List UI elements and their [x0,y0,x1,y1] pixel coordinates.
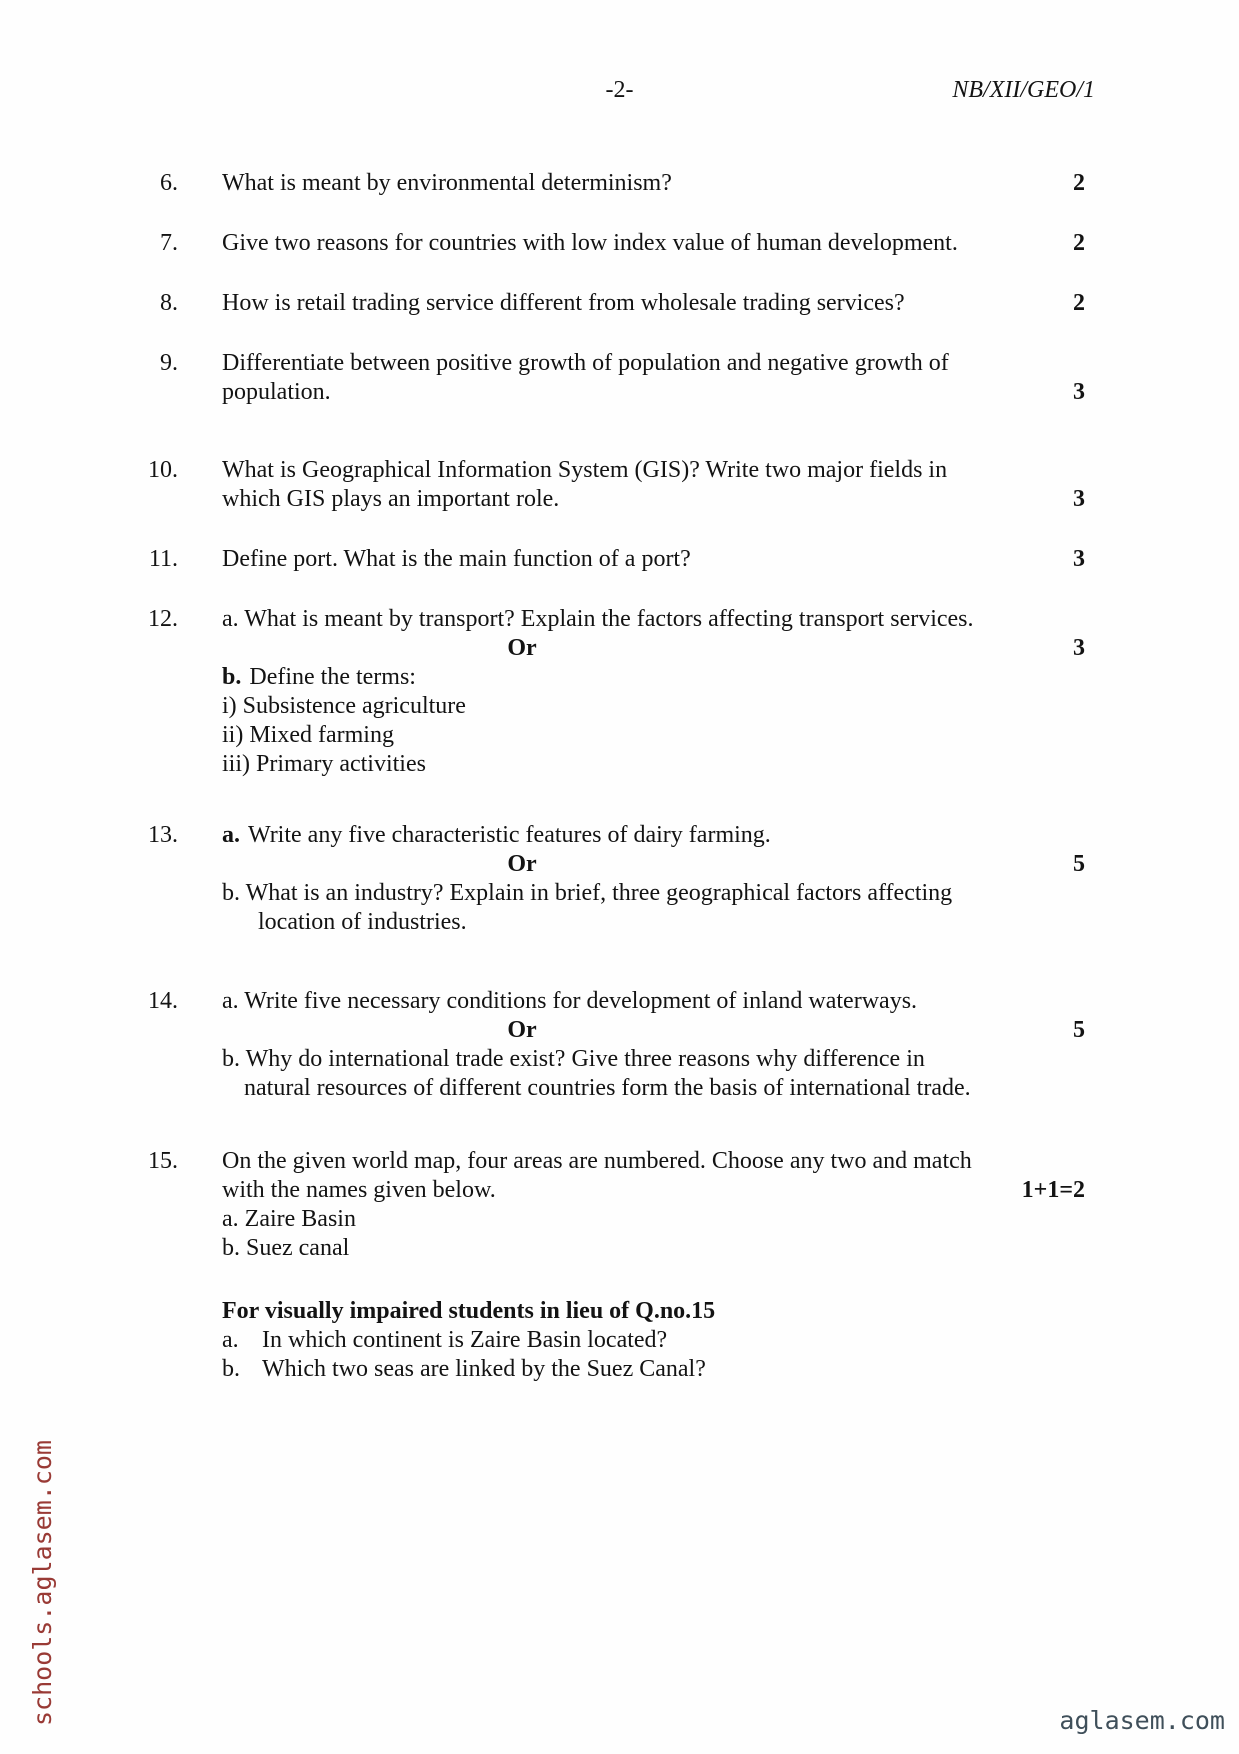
question-11-content [222,545,1085,574]
question-15 [140,1147,1239,1263]
question-10-line2: which GIS plays an important role. [222,486,560,512]
or-label: Or [507,635,537,661]
question-7-marks: 2 [1073,230,1085,256]
question-14-number: 14. [148,988,178,1014]
question-12-or-row [222,634,1085,663]
question-7 [140,229,1239,258]
question-14 [140,987,1239,1103]
page-number: -2- [605,77,634,103]
question-8-line [222,289,1085,318]
question-7-number: 7. [160,230,178,256]
question-10 [140,456,1239,514]
question-14-part-b-line1: b. Why do international trade exist? Give three reasons why difference in [222,1046,925,1072]
question-12-item-ii: ii) Mixed farming [222,722,394,748]
question-12-content [222,605,1085,779]
question-15-line1: On the given world map, four areas are numbered. Choose any two and match [222,1148,972,1174]
question-12-number: 12. [148,606,178,632]
question-9-marks: 3 [1073,379,1085,405]
question-10-line2-row [222,485,1085,514]
question-9-content [222,349,1085,407]
visually-impaired-heading: For visually impaired students in lieu of Q.no.15 [222,1298,716,1324]
questions-section [0,169,1239,1384]
visually-impaired-option-a-label: a. [222,1327,239,1353]
question-8-number: 8. [160,290,178,316]
question-11-text: Define port. What is the main function of a port? [222,546,691,572]
watermark-left-vertical: schools.aglasem.com [28,1440,57,1726]
question-15-option-b: b. Suez canal [222,1235,350,1261]
question-9-line2: population. [222,379,331,405]
question-7-text: Give two reasons for countries with low index value of human development. [222,230,958,256]
watermark-bottom-right: aglasem.com [1059,1706,1225,1735]
question-11 [140,545,1239,574]
question-10-line1: What is Geographical Information System (GIS)? Write two major fields in [222,457,948,483]
visually-impaired-number-spacer [140,1297,178,1384]
question-9-line1: Differentiate between positive growth of population and negative growth of [222,350,949,376]
question-14-marks: 5 [1073,1017,1085,1043]
question-7-line [222,229,1085,258]
question-6-marks: 2 [1073,170,1085,196]
question-11-number: 11. [148,546,178,572]
question-15-marks: 1+1=2 [1021,1177,1085,1203]
question-12-marks: 3 [1073,635,1085,661]
question-13 [140,821,1239,937]
question-11-line [222,545,1085,574]
question-14-or-row [222,1016,1085,1045]
question-13-part-b-line2: location of industries. [258,909,467,935]
question-13-part-a-label: a. [222,822,240,848]
question-13-content [222,821,1085,937]
visually-impaired-option-b-text: Which two seas are linked by the Suez Canal? [262,1356,706,1382]
question-13-part-b-line1: b. What is an industry? Explain in brief, three geographical factors affecting [222,880,953,906]
question-13-marks: 5 [1073,851,1085,877]
question-12-item-i: i) Subsistence agriculture [222,693,466,719]
page-header [0,0,1239,105]
question-12-part-b-label: b. [222,664,242,690]
question-7-content [222,229,1085,258]
question-8-text: How is retail trading service different from wholesale trading services? [222,290,905,316]
question-15-option-a: a. Zaire Basin [222,1206,356,1232]
visually-impaired-content [222,1297,1085,1384]
question-15-content [222,1147,1085,1263]
question-9-number: 9. [160,350,178,376]
question-6 [140,169,1239,198]
visually-impaired-option-a [222,1326,1085,1355]
question-15-line2-row [222,1176,1085,1205]
visually-impaired-option-b-label: b. [222,1356,240,1382]
question-10-number: 10. [148,457,178,483]
doc-code: NB/XII/GEO/1 [952,77,1095,103]
question-6-line [222,169,1085,198]
question-9 [140,349,1239,407]
question-10-content [222,456,1085,514]
question-6-text: What is meant by environmental determinism? [222,170,672,196]
question-13-part-a-text: Write any five characteristic features of dairy farming. [248,822,771,848]
visually-impaired-option-b [222,1355,1085,1384]
question-13-part-a [222,821,1085,850]
or-label: Or [507,1017,537,1043]
question-11-marks: 3 [1073,546,1085,572]
question-14-part-a: a. Write five necessary conditions for development of inland waterways. [222,988,918,1014]
question-10-marks: 3 [1073,486,1085,512]
question-12-item-iii: iii) Primary activities [222,751,426,777]
question-9-line2-row [222,378,1085,407]
visually-impaired-option-a-text: In which continent is Zaire Basin located? [262,1327,668,1353]
question-12-part-a: a. What is meant by transport? Explain the factors affecting transport services. [222,606,974,632]
question-14-part-b-line2: natural resources of different countries form the basis of international trade. [244,1075,971,1101]
question-6-number: 6. [160,170,178,196]
question-13-or-row [222,850,1085,879]
question-8-content [222,289,1085,318]
visually-impaired-section [140,1297,1239,1384]
or-label: Or [507,851,537,877]
question-15-number: 15. [148,1148,178,1174]
question-13-number: 13. [148,822,178,848]
question-12 [140,605,1239,779]
question-12-part-b [222,663,1085,692]
question-14-content [222,987,1085,1103]
question-6-content [222,169,1085,198]
question-12-part-b-text: Define the terms: [249,664,416,690]
question-15-line2: with the names given below. [222,1177,496,1203]
question-8 [140,289,1239,318]
question-8-marks: 2 [1073,290,1085,316]
